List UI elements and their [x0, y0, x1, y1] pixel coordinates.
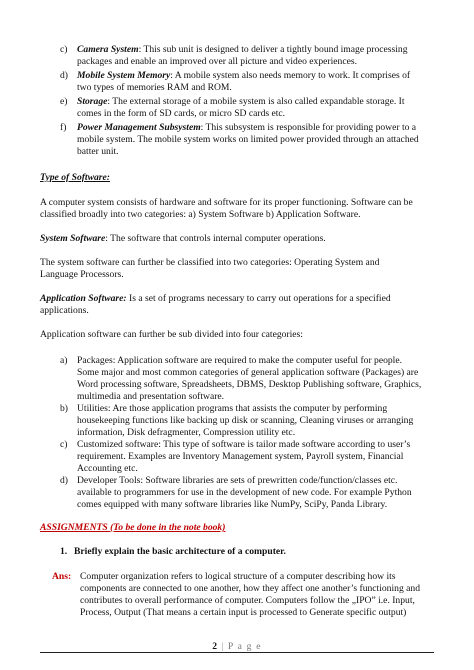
- list-marker: d): [60, 475, 68, 486]
- application-software-definition: [40, 293, 391, 305]
- section-heading-type-of-software: Type of Software:: [40, 172, 110, 183]
- question-number: 1.: [60, 546, 68, 557]
- footer-separator: |: [221, 641, 224, 652]
- list-item-line: Word processing software, Spreadsheets, DBMS, Desktop Publishing software, Graphics,: [77, 379, 422, 390]
- list-item-line: requirement. Examples are Inventory Management system, Payroll system, Financial: [77, 451, 404, 462]
- list-marker: d): [60, 70, 68, 81]
- list-marker: e): [60, 96, 68, 107]
- list-item-line: Customized software: This type of software is tailor made software according to user’s: [77, 439, 411, 450]
- term-mobile-system-memory: Mobile System Memory: [77, 70, 171, 81]
- term-definition: : The external storage of a mobile system is also called expandable storage. It: [107, 96, 405, 107]
- list-marker: c): [60, 44, 68, 55]
- list-marker: a): [60, 355, 68, 366]
- list-item-line: information, Disk defragmenter, Compression utility etc.: [77, 427, 296, 438]
- term-definition: Is a set of programs necessary to carry out operations for a specified: [126, 293, 391, 304]
- list-item-line: packages and enable an improved over all picture and video experiences.: [77, 56, 357, 67]
- list-item-line: Utilities: Are those application programs that assists the computer by performing: [77, 403, 388, 414]
- answer-line: contributes to overall performance of computer. Computers follow the „IPO” i.e. Input,: [80, 595, 415, 606]
- question-text: Briefly explain the basic architecture of a computer.: [74, 546, 286, 557]
- term-camera-system: Camera System: [77, 44, 139, 55]
- paragraph-line: Application software can further be sub divided into four categories:: [40, 329, 303, 340]
- paragraph-line: applications.: [40, 305, 89, 316]
- term-storage: Storage: [77, 96, 108, 107]
- list-marker: c): [60, 439, 68, 450]
- list-item-line: multimedia and presentation software.: [77, 391, 225, 402]
- term-application-software: Application Software:: [40, 293, 127, 304]
- list-item-line: comes equipped with many software libraries like NumPy, SciPy, Panda Library.: [77, 499, 388, 510]
- list-marker: f): [60, 122, 67, 133]
- answer-line: components are connected to one another, how they affect one another’s functioning and: [80, 583, 420, 594]
- list-item-line: Developer Tools: Software libraries are sets of prewritten code/function/classes etc.: [77, 475, 398, 486]
- list-item-line: available to programmers for use in the development of new code. For example Python: [77, 487, 412, 498]
- answer-line: Process, Output (That means a certain input is processed to Generate specific output): [80, 607, 407, 618]
- footer-rule: [40, 652, 434, 653]
- assignments-heading: ASSIGNMENTS (To be done in the note book): [40, 522, 226, 533]
- term-definition: : A mobile system also needs memory to work. It comprises of: [170, 70, 411, 81]
- list-item-line: two types of memories RAM and ROM.: [77, 82, 232, 93]
- term-definition: : The software that controls internal computer operations.: [105, 233, 326, 244]
- paragraph-line: The system software can further be classified into two categories: Operating System and: [40, 257, 380, 268]
- list-item-line: [77, 70, 410, 82]
- list-item-line: Some major and most common categories of general application software (Packages) are: [77, 367, 419, 378]
- list-item-line: [77, 96, 405, 108]
- list-item-line: mobile system. The mobile system works on limited power provided through an attached: [77, 134, 419, 145]
- system-software-definition: [40, 233, 326, 245]
- paragraph-line: A computer system consists of hardware and software for its proper functioning. Software can be: [40, 197, 413, 208]
- term-power-management: Power Management Subsystem: [77, 122, 201, 133]
- paragraph-line: Language Processors.: [40, 269, 124, 280]
- answer-line: Computer organization refers to logical structure of a computer describing how its: [80, 571, 396, 582]
- list-item-line: Accounting etc.: [77, 463, 138, 474]
- list-item-line: comes in the form of SD cards, or micro SD cards etc.: [77, 108, 286, 119]
- term-system-software: System Software: [40, 233, 106, 244]
- list-item-line: batter unit.: [77, 146, 119, 157]
- list-marker: b): [60, 403, 68, 414]
- page-label: P a g e: [227, 641, 262, 652]
- answer-label: Ans:: [52, 571, 72, 582]
- term-definition: : This subsystem is responsible for providing power to a: [200, 122, 417, 133]
- page-number: 2: [212, 641, 218, 652]
- paragraph-line: classified broadly into two categories: a) System Software b) Application Software.: [40, 209, 361, 220]
- list-item-line: [77, 44, 408, 56]
- list-item-line: [77, 122, 416, 134]
- term-definition: : This sub unit is designed to deliver a tightly bound image processing: [138, 44, 408, 55]
- list-item-line: Packages: Application software are required to make the computer useful for people.: [77, 355, 403, 366]
- list-item-line: housekeeping functions like backing up disk or scanning, Cleaning viruses or arranging: [77, 415, 414, 426]
- page-footer: [0, 641, 474, 652]
